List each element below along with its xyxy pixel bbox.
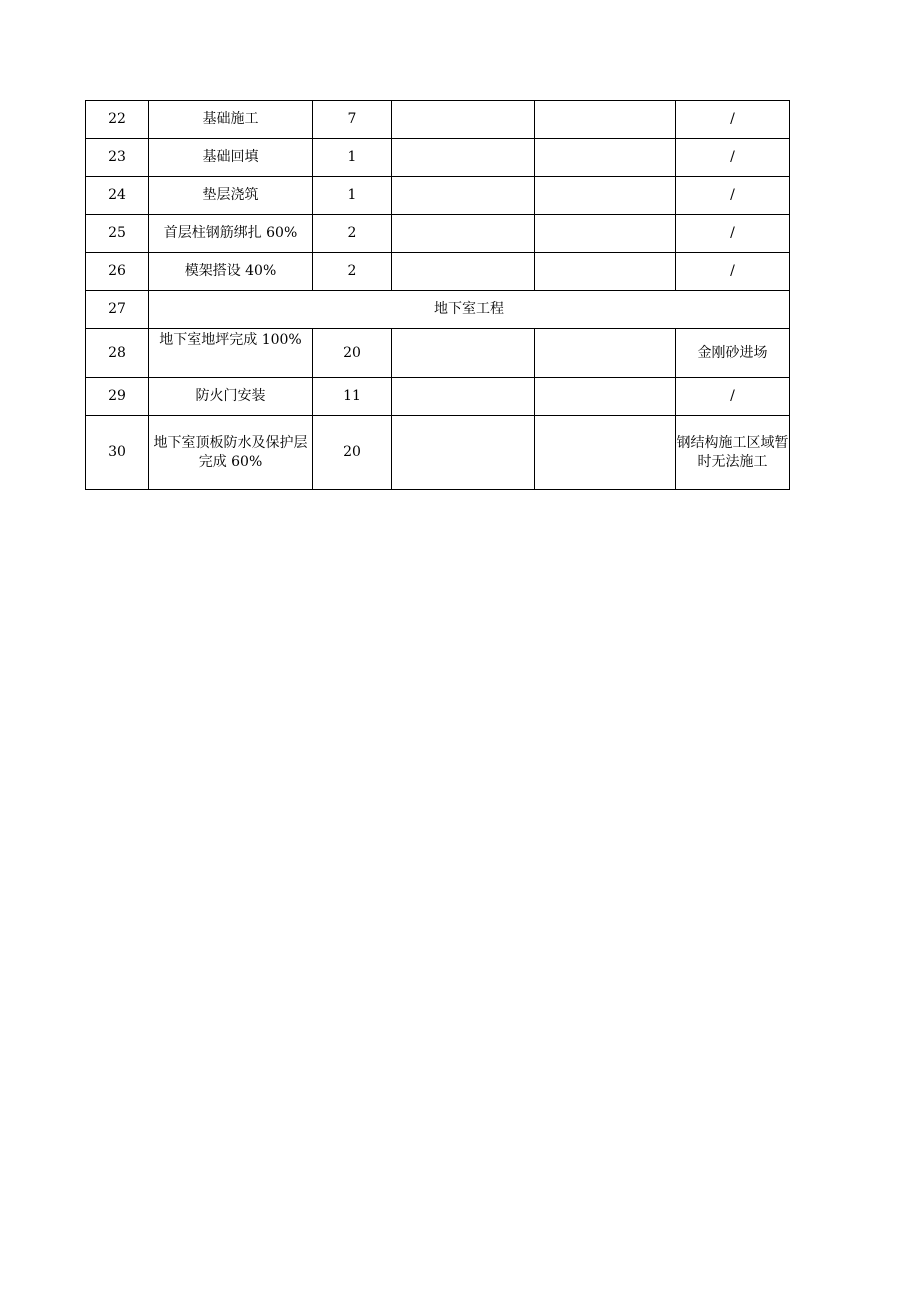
empty-cell xyxy=(392,215,535,253)
remark: / xyxy=(676,139,790,177)
task-name: 地下室地坪完成 100% xyxy=(149,329,313,378)
empty-cell xyxy=(535,215,676,253)
row-number: 29 xyxy=(86,378,149,416)
empty-cell xyxy=(535,177,676,215)
empty-cell xyxy=(535,416,676,490)
task-name: 首层柱钢筋绑扎 60% xyxy=(149,215,313,253)
duration-days: 2 xyxy=(313,215,392,253)
table-row xyxy=(86,139,790,177)
duration-days: 20 xyxy=(313,329,392,378)
empty-cell xyxy=(535,253,676,291)
schedule-table xyxy=(85,100,790,490)
section-title: 地下室工程 xyxy=(149,291,790,329)
row-number: 25 xyxy=(86,215,149,253)
empty-cell xyxy=(535,329,676,378)
row-number: 22 xyxy=(86,101,149,139)
empty-cell xyxy=(535,101,676,139)
task-name: 基础施工 xyxy=(149,101,313,139)
task-name: 模架搭设 40% xyxy=(149,253,313,291)
remark: / xyxy=(676,215,790,253)
task-name: 垫层浇筑 xyxy=(149,177,313,215)
duration-days: 1 xyxy=(313,177,392,215)
empty-cell xyxy=(392,177,535,215)
row-number: 23 xyxy=(86,139,149,177)
task-name: 基础回填 xyxy=(149,139,313,177)
empty-cell xyxy=(392,416,535,490)
row-number: 24 xyxy=(86,177,149,215)
duration-days: 7 xyxy=(313,101,392,139)
task-name: 地下室顶板防水及保护层完成 60% xyxy=(149,416,313,490)
row-number: 27 xyxy=(86,291,149,329)
duration-days: 20 xyxy=(313,416,392,490)
duration-days: 2 xyxy=(313,253,392,291)
remark: 钢结构施工区域暂时无法施工 xyxy=(676,416,790,490)
remark: / xyxy=(676,177,790,215)
table-row xyxy=(86,177,790,215)
remark: 金刚砂进场 xyxy=(676,329,790,378)
duration-days: 11 xyxy=(313,378,392,416)
empty-cell xyxy=(535,378,676,416)
table-row xyxy=(86,416,790,490)
table-row xyxy=(86,215,790,253)
table-row xyxy=(86,329,790,378)
empty-cell xyxy=(392,101,535,139)
empty-cell xyxy=(392,139,535,177)
table-row xyxy=(86,253,790,291)
empty-cell xyxy=(392,329,535,378)
remark: / xyxy=(676,101,790,139)
row-number: 30 xyxy=(86,416,149,490)
remark: / xyxy=(676,253,790,291)
duration-days: 1 xyxy=(313,139,392,177)
empty-cell xyxy=(392,378,535,416)
remark: / xyxy=(676,378,790,416)
task-name: 防火门安装 xyxy=(149,378,313,416)
empty-cell xyxy=(535,139,676,177)
table-row xyxy=(86,378,790,416)
row-number: 28 xyxy=(86,329,149,378)
empty-cell xyxy=(392,253,535,291)
table-row xyxy=(86,101,790,139)
section-row xyxy=(86,291,790,329)
row-number: 26 xyxy=(86,253,149,291)
